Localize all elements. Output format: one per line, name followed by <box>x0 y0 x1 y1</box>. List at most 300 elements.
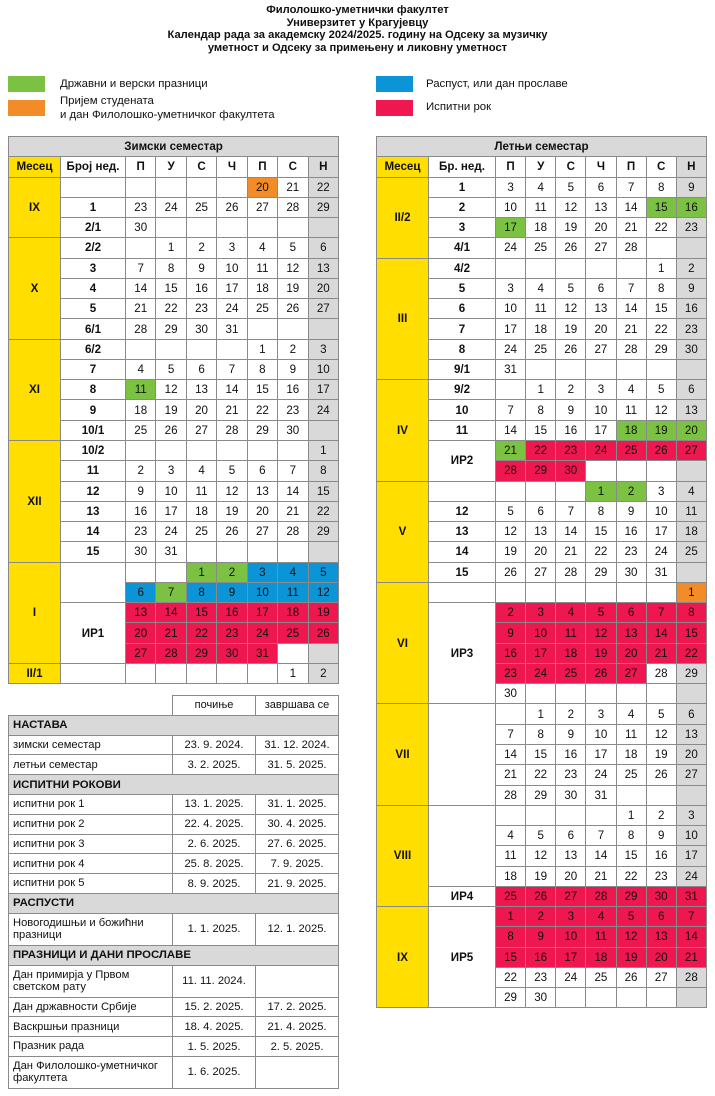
dates-row <box>9 834 339 854</box>
day-cell-fri: 22 <box>247 400 277 420</box>
page-header <box>0 4 715 54</box>
day-cell-tue <box>526 684 556 704</box>
day-cell-sun: 15 <box>676 623 706 643</box>
day-cell-tue: 1 <box>156 238 186 258</box>
day-cell-mon <box>126 238 156 258</box>
period-start: 13. 1. 2025. <box>173 794 256 814</box>
day-cell-wed <box>186 218 216 238</box>
period-label: испитни рок 3 <box>9 834 173 854</box>
week-row <box>9 238 339 258</box>
day-cell-wed: 26 <box>556 238 586 258</box>
day-cell-wed: 22 <box>186 623 216 643</box>
day-cell-thu: 5 <box>586 603 616 623</box>
day-cell-wed <box>556 258 586 278</box>
faculty-name: Филолошко-уметнички факултет <box>266 4 449 16</box>
day-cell-sat: 25 <box>278 623 308 643</box>
week-number <box>429 805 496 886</box>
dates-row <box>9 1056 339 1088</box>
dates-row <box>9 997 339 1017</box>
day-cell-sun <box>676 684 706 704</box>
day-cell-mon: 21 <box>496 765 526 785</box>
dates-row <box>9 735 339 755</box>
day-cell-mon <box>126 440 156 460</box>
day-cell-sat <box>278 643 308 663</box>
day-cell-tue: 8 <box>526 400 556 420</box>
day-cell-sat: 28 <box>278 197 308 217</box>
day-cell-sat: 15 <box>646 197 676 217</box>
day-cell-tue: 11 <box>526 299 556 319</box>
day-cell-sat: 5 <box>646 380 676 400</box>
day-cell-mon: 1 <box>496 907 526 927</box>
day-cell-wed: 9 <box>556 400 586 420</box>
day-cell-thu: 9 <box>217 582 247 602</box>
day-cell-wed: 15 <box>186 603 216 623</box>
day-cell-mon: 30 <box>126 218 156 238</box>
day-cell-sun: 2 <box>308 663 339 683</box>
week-number: 1 <box>61 197 126 217</box>
day-cell-fri: 25 <box>247 299 277 319</box>
col-header-month: Месец <box>9 157 61 177</box>
day-cell-fri: 11 <box>247 258 277 278</box>
day-cell-mon: 30 <box>496 684 526 704</box>
day-cell-tue: 30 <box>526 988 556 1008</box>
day-cell-fri: 21 <box>616 319 646 339</box>
day-cell-wed <box>186 177 216 197</box>
day-cell-mon: 19 <box>496 542 526 562</box>
day-cell-wed: 25 <box>186 197 216 217</box>
day-cell-wed: 7 <box>556 501 586 521</box>
day-cell-wed: 6 <box>186 359 216 379</box>
day-cell-tue: 17 <box>156 501 186 521</box>
day-cell-wed: 30 <box>186 319 216 339</box>
period-start: 25. 8. 2025. <box>173 854 256 874</box>
dates-row <box>9 913 339 945</box>
dates-row <box>9 1037 339 1057</box>
day-cell-sun: 24 <box>308 400 339 420</box>
day-cell-tue: 4 <box>526 177 556 197</box>
period-start: 23. 9. 2024. <box>173 735 256 755</box>
day-cell-sun <box>676 359 706 379</box>
day-cell-mon: 10 <box>496 299 526 319</box>
period-start: 1. 1. 2025. <box>173 913 256 945</box>
col-header-wed: С <box>186 157 216 177</box>
week-number: ИР2 <box>429 440 496 481</box>
day-cell-mon: 20 <box>126 623 156 643</box>
day-cell-sat <box>646 684 676 704</box>
day-cell-sun: 10 <box>308 359 339 379</box>
week-number: 14 <box>429 542 496 562</box>
day-cell-wed <box>186 542 216 562</box>
day-cell-sat: 26 <box>646 765 676 785</box>
semester-title: Зимски семестар <box>9 137 339 157</box>
day-cell-thu: 12 <box>586 623 616 643</box>
month-label: XII <box>9 440 61 562</box>
day-cell-sat <box>646 238 676 258</box>
week-row <box>377 805 707 825</box>
day-cell-wed: 4 <box>186 461 216 481</box>
day-cell-sun: 17 <box>308 380 339 400</box>
day-cell-mon <box>126 177 156 197</box>
day-cell-thu: 29 <box>586 562 616 582</box>
day-cell-mon: 5 <box>496 501 526 521</box>
col-header-wed: С <box>556 157 586 177</box>
day-cell-mon: 24 <box>496 339 526 359</box>
day-cell-sat <box>278 542 308 562</box>
day-cell-mon: 27 <box>126 643 156 663</box>
period-label: Дан државности Србије <box>9 997 173 1017</box>
day-cell-sat: 2 <box>646 805 676 825</box>
day-cell-thu: 26 <box>217 197 247 217</box>
col-header-week: Број нед. <box>61 157 126 177</box>
day-cell-sun <box>676 562 706 582</box>
col-header-start: почиње <box>173 696 256 716</box>
day-cell-thu <box>217 542 247 562</box>
day-cell-fri: 24 <box>247 623 277 643</box>
dates-row <box>9 755 339 775</box>
day-cell-fri: 18 <box>616 744 646 764</box>
day-cell-sun: 22 <box>308 501 339 521</box>
day-cell-mon: 7 <box>126 258 156 278</box>
day-cell-tue: 1 <box>526 704 556 724</box>
day-cell-sun <box>676 461 706 481</box>
day-cell-tue: 11 <box>526 197 556 217</box>
day-cell-wed: 21 <box>556 542 586 562</box>
day-cell-fri: 12 <box>616 927 646 947</box>
day-cell-sun: 1 <box>308 440 339 460</box>
title-row <box>377 137 707 157</box>
day-cell-fri <box>247 218 277 238</box>
day-cell-fri: 1 <box>616 805 646 825</box>
period-end <box>256 965 339 997</box>
col-header-fri: П <box>247 157 277 177</box>
day-cell-tue: 25 <box>526 339 556 359</box>
day-cell-thu: 24 <box>586 765 616 785</box>
title-row <box>9 137 339 157</box>
day-cell-tue: 22 <box>156 299 186 319</box>
week-number: 3 <box>429 218 496 238</box>
day-cell-thu <box>217 663 247 683</box>
day-cell-fri <box>616 359 646 379</box>
day-cell-sat <box>646 988 676 1008</box>
day-cell-mon: 22 <box>496 967 526 987</box>
day-cell-mon: 16 <box>126 501 156 521</box>
day-cell-wed: 27 <box>556 886 586 906</box>
day-cell-sat: 31 <box>646 562 676 582</box>
day-cell-thu: 31 <box>586 785 616 805</box>
day-cell-wed: 28 <box>556 562 586 582</box>
month-label: V <box>377 481 429 582</box>
day-cell-sat: 12 <box>646 400 676 420</box>
day-cell-sat: 30 <box>278 420 308 440</box>
period-label: летњи семестар <box>9 755 173 775</box>
day-cell-fri: 22 <box>616 866 646 886</box>
day-cell-sat: 22 <box>646 218 676 238</box>
day-cell-sun: 28 <box>676 967 706 987</box>
day-cell-wed: 16 <box>186 278 216 298</box>
day-cell-fri <box>616 461 646 481</box>
day-cell-mon: 16 <box>496 643 526 663</box>
period-label: Дан Филолошко-уметничког факултета <box>9 1056 173 1088</box>
day-cell-sat: 28 <box>278 522 308 542</box>
day-cell-sun <box>308 643 339 663</box>
day-cell-mon: 3 <box>496 177 526 197</box>
day-cell-tue <box>156 177 186 197</box>
day-cell-tue: 5 <box>156 359 186 379</box>
day-cell-fri: 4 <box>247 238 277 258</box>
day-cell-sat: 14 <box>646 623 676 643</box>
month-label: VII <box>377 704 429 805</box>
day-cell-tue: 8 <box>156 258 186 278</box>
day-cell-thu: 25 <box>586 967 616 987</box>
dates-row <box>9 965 339 997</box>
day-cell-sat: 18 <box>278 603 308 623</box>
day-cell-wed: 13 <box>186 380 216 400</box>
day-cell-sun: 4 <box>676 481 706 501</box>
day-cell-thu: 24 <box>217 299 247 319</box>
month-label: IV <box>377 380 429 481</box>
day-cell-sat: 13 <box>646 927 676 947</box>
day-cell-wed: 23 <box>556 440 586 460</box>
week-row <box>377 380 707 400</box>
col-header-thu: Ч <box>217 157 247 177</box>
day-cell-fri: 4 <box>616 704 646 724</box>
period-start: 1. 6. 2025. <box>173 1056 256 1088</box>
day-cell-wed: 10 <box>556 927 586 947</box>
day-cell-fri: 20 <box>247 501 277 521</box>
day-cell-sat: 26 <box>278 299 308 319</box>
day-cell-tue: 24 <box>526 663 556 683</box>
day-cell-wed: 11 <box>556 623 586 643</box>
day-cell-tue: 18 <box>526 218 556 238</box>
day-cell-wed: 25 <box>186 522 216 542</box>
day-cell-thu: 27 <box>586 238 616 258</box>
day-cell-sun: 29 <box>308 197 339 217</box>
day-cell-sat <box>646 359 676 379</box>
period-label: испитни рок 5 <box>9 874 173 894</box>
day-cell-thu <box>586 988 616 1008</box>
day-cell-mon: 21 <box>126 299 156 319</box>
legend-swatch-holiday <box>8 76 45 92</box>
day-cell-mon: 3 <box>496 278 526 298</box>
day-cell-mon <box>496 704 526 724</box>
month-label: II/1 <box>9 663 61 683</box>
day-cell-sat: 8 <box>646 278 676 298</box>
legend-label-admission-2: и дан Филолошко-уметничког факултета <box>60 109 275 121</box>
week-row <box>9 177 339 197</box>
period-end: 30. 4. 2025. <box>256 814 339 834</box>
day-cell-wed: 9 <box>186 258 216 278</box>
day-cell-mon: 4 <box>496 826 526 846</box>
day-cell-wed: 16 <box>556 744 586 764</box>
day-cell-thu: 18 <box>586 947 616 967</box>
day-cell-tue <box>526 359 556 379</box>
day-cell-thu: 21 <box>586 866 616 886</box>
col-header-week: Бр. нед. <box>429 157 496 177</box>
week-number: 13 <box>61 501 126 521</box>
legend-swatch-break <box>376 76 413 92</box>
day-cell-sun: 18 <box>676 522 706 542</box>
day-cell-wed <box>556 359 586 379</box>
week-number: ИР3 <box>429 603 496 704</box>
day-cell-tue: 20 <box>526 542 556 562</box>
period-end: 7. 9. 2025. <box>256 854 339 874</box>
day-cell-mon: 2 <box>496 603 526 623</box>
day-cell-fri: 25 <box>616 765 646 785</box>
week-number: 4/2 <box>429 258 496 278</box>
day-cell-sat <box>646 582 676 602</box>
day-cell-tue: 15 <box>526 420 556 440</box>
day-cell-thu: 28 <box>586 886 616 906</box>
day-cell-tue: 18 <box>526 319 556 339</box>
day-cell-thu <box>217 218 247 238</box>
day-cell-sat: 16 <box>646 846 676 866</box>
day-cell-sat: 30 <box>646 886 676 906</box>
day-cell-wed: 9 <box>556 724 586 744</box>
dates-section-row <box>9 893 339 913</box>
day-cell-tue: 16 <box>526 947 556 967</box>
day-cell-sat: 21 <box>278 501 308 521</box>
day-cell-mon: 4 <box>126 359 156 379</box>
day-cell-thu: 17 <box>586 420 616 440</box>
period-label: зимски семестар <box>9 735 173 755</box>
week-number: 10/1 <box>61 420 126 440</box>
period-end: 31. 5. 2025. <box>256 755 339 775</box>
day-cell-mon: 31 <box>496 359 526 379</box>
legend-label-exam: Испитни рок <box>426 101 492 113</box>
day-cell-wed <box>186 440 216 460</box>
day-cell-tue: 23 <box>526 967 556 987</box>
day-cell-sun: 22 <box>676 643 706 663</box>
day-cell-fri: 9 <box>616 501 646 521</box>
day-cell-wed: 5 <box>556 278 586 298</box>
dates-header-blank <box>9 696 173 716</box>
day-cell-mon: 14 <box>496 744 526 764</box>
day-cell-fri: 19 <box>616 947 646 967</box>
day-cell-tue: 4 <box>526 278 556 298</box>
day-cell-tue: 29 <box>156 319 186 339</box>
day-cell-fri: 8 <box>616 826 646 846</box>
day-cell-wed: 4 <box>556 603 586 623</box>
period-start: 8. 9. 2025. <box>173 874 256 894</box>
day-cell-sun <box>676 238 706 258</box>
day-cell-mon: 9 <box>126 481 156 501</box>
day-cell-tue: 31 <box>156 542 186 562</box>
week-number: 14 <box>61 522 126 542</box>
day-cell-sun: 9 <box>676 278 706 298</box>
day-cell-thu: 6 <box>586 278 616 298</box>
day-cell-fri: 1 <box>247 339 277 359</box>
day-cell-mon: 10 <box>496 197 526 217</box>
day-cell-sun: 16 <box>676 299 706 319</box>
legend-label-holiday: Државни и верски празници <box>60 78 208 90</box>
week-row <box>377 177 707 197</box>
week-number: 7 <box>429 319 496 339</box>
day-cell-wed <box>186 663 216 683</box>
day-cell-fri: 15 <box>247 380 277 400</box>
month-label: XI <box>9 339 61 440</box>
legend-label-admission-1: Пријем студената <box>60 95 154 107</box>
day-cell-sat: 7 <box>646 603 676 623</box>
summer-semester-table <box>376 136 707 1008</box>
day-cell-tue: 15 <box>156 278 186 298</box>
day-cell-sun: 3 <box>308 339 339 359</box>
day-cell-fri: 14 <box>616 299 646 319</box>
week-row <box>9 440 339 460</box>
dates-row <box>9 794 339 814</box>
day-cell-mon: 15 <box>496 947 526 967</box>
day-cell-thu: 14 <box>586 846 616 866</box>
day-cell-sat: 16 <box>278 380 308 400</box>
day-cell-fri: 28 <box>616 238 646 258</box>
day-cell-sat: 11 <box>278 582 308 602</box>
day-cell-fri: 29 <box>616 886 646 906</box>
day-cell-mon: 21 <box>496 440 526 460</box>
week-row <box>377 704 707 724</box>
col-header-sun: Н <box>676 157 706 177</box>
day-cell-tue <box>156 440 186 460</box>
week-number: 4 <box>61 278 126 298</box>
day-cell-wed: 23 <box>186 299 216 319</box>
day-cell-sat: 7 <box>278 461 308 481</box>
day-cell-mon <box>126 562 156 582</box>
day-cell-sun: 15 <box>308 481 339 501</box>
dates-section-row <box>9 945 339 965</box>
week-number: 7 <box>61 359 126 379</box>
day-cell-sun: 10 <box>676 826 706 846</box>
dates-row <box>9 874 339 894</box>
day-cell-wed: 13 <box>556 846 586 866</box>
day-cell-wed: 25 <box>556 663 586 683</box>
day-cell-wed: 5 <box>556 177 586 197</box>
period-end: 31. 1. 2025. <box>256 794 339 814</box>
week-number: ИР5 <box>429 907 496 1008</box>
legend-label-break: Распуст, или дан прославе <box>426 78 568 90</box>
day-cell-sun: 20 <box>676 744 706 764</box>
day-cell-fri: 27 <box>616 663 646 683</box>
day-cell-wed: 12 <box>556 197 586 217</box>
day-cell-thu <box>217 177 247 197</box>
day-cell-wed: 17 <box>556 947 586 967</box>
day-cell-mon: 7 <box>496 724 526 744</box>
day-cell-sun: 20 <box>308 278 339 298</box>
header-row <box>377 157 707 177</box>
day-cell-tue <box>156 339 186 359</box>
day-cell-wed: 29 <box>186 643 216 663</box>
week-number <box>61 663 126 683</box>
dates-row <box>9 854 339 874</box>
day-cell-wed: 3 <box>556 907 586 927</box>
day-cell-sat: 17 <box>646 522 676 542</box>
day-cell-sun: 25 <box>676 542 706 562</box>
month-label: VI <box>377 582 429 704</box>
day-cell-fri <box>247 663 277 683</box>
day-cell-wed: 23 <box>556 765 586 785</box>
day-cell-sat: 28 <box>646 663 676 683</box>
day-cell-sat: 3 <box>646 481 676 501</box>
section-title: РАСПУСТИ <box>9 893 339 913</box>
period-label: Васкршњи празници <box>9 1017 173 1037</box>
day-cell-thu: 10 <box>586 724 616 744</box>
day-cell-sun: 6 <box>308 238 339 258</box>
day-cell-thu: 19 <box>217 501 247 521</box>
col-header-thu: Ч <box>586 157 616 177</box>
day-cell-tue: 29 <box>526 461 556 481</box>
week-number: 12 <box>61 481 126 501</box>
day-cell-wed: 26 <box>556 339 586 359</box>
day-cell-wed <box>556 988 586 1008</box>
day-cell-sat <box>278 218 308 238</box>
day-cell-sun: 23 <box>676 319 706 339</box>
